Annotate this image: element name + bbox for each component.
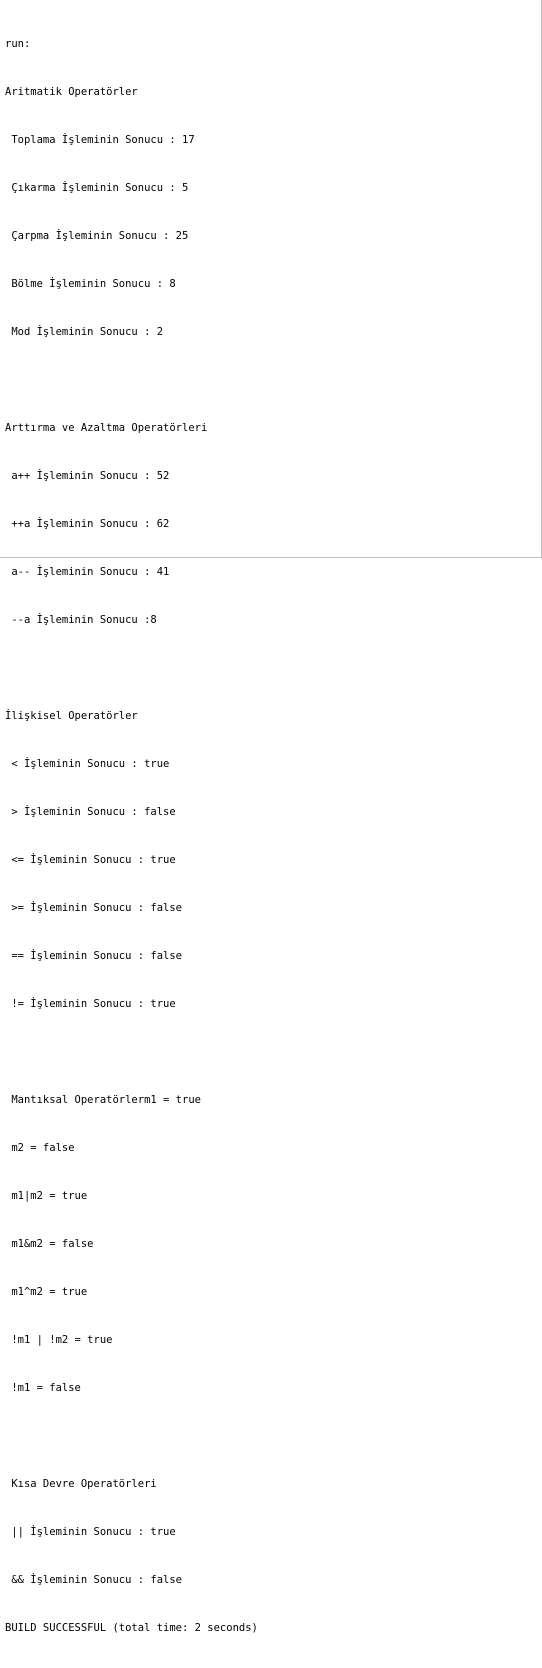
console-line: m1&m2 = false bbox=[5, 1238, 94, 1250]
console-line: !m1 | !m2 = true bbox=[5, 1334, 113, 1346]
console-line: Mantıksal Operatörlerm1 = true bbox=[5, 1094, 201, 1106]
console-line: && İşleminin Sonucu : false bbox=[5, 1574, 183, 1586]
console-line: Toplama İşleminin Sonucu : 17 bbox=[5, 134, 195, 146]
console-line bbox=[5, 1428, 258, 1444]
console-line: Bölme İşleminin Sonucu : 8 bbox=[5, 278, 176, 290]
console-line bbox=[5, 660, 258, 676]
console-line: run: bbox=[5, 38, 31, 50]
console-line: a++ İşleminin Sonucu : 52 bbox=[5, 470, 170, 482]
console-line: Çarpma İşleminin Sonucu : 25 bbox=[5, 230, 189, 242]
console-line: != İşleminin Sonucu : true bbox=[5, 998, 176, 1010]
console-line: || İşleminin Sonucu : true bbox=[5, 1526, 176, 1538]
console-line bbox=[5, 1044, 258, 1060]
console-line: İlişkisel Operatörler bbox=[5, 710, 138, 722]
console-line: Mod İşleminin Sonucu : 2 bbox=[5, 326, 164, 338]
console-line: Aritmatik Operatörler bbox=[5, 86, 138, 98]
console-line: Kısa Devre Operatörleri bbox=[5, 1478, 157, 1490]
console-line: m1|m2 = true bbox=[5, 1190, 88, 1202]
console-line: m2 = false bbox=[5, 1142, 75, 1154]
console-line: !m1 = false bbox=[5, 1382, 81, 1394]
console-line: <= İşleminin Sonucu : true bbox=[5, 854, 176, 866]
console-line: m1^m2 = true bbox=[5, 1286, 88, 1298]
console-line: == İşleminin Sonucu : false bbox=[5, 950, 183, 962]
console-line: --a İşleminin Sonucu :8 bbox=[5, 614, 157, 626]
build-status-line: BUILD SUCCESSFUL (total time: 2 seconds) bbox=[5, 1622, 258, 1634]
console-line: Arttırma ve Azaltma Operatörleri bbox=[5, 422, 208, 434]
console-line: ++a İşleminin Sonucu : 62 bbox=[5, 518, 170, 530]
console-line: Çıkarma İşleminin Sonucu : 5 bbox=[5, 182, 189, 194]
console-line: < İşleminin Sonucu : true bbox=[5, 758, 170, 770]
console-line: >= İşleminin Sonucu : false bbox=[5, 902, 183, 914]
console-output-text bbox=[5, 4, 258, 1668]
console-line bbox=[5, 372, 258, 388]
console-line: a-- İşleminin Sonucu : 41 bbox=[5, 566, 170, 578]
console-line: > İşleminin Sonucu : false bbox=[5, 806, 176, 818]
